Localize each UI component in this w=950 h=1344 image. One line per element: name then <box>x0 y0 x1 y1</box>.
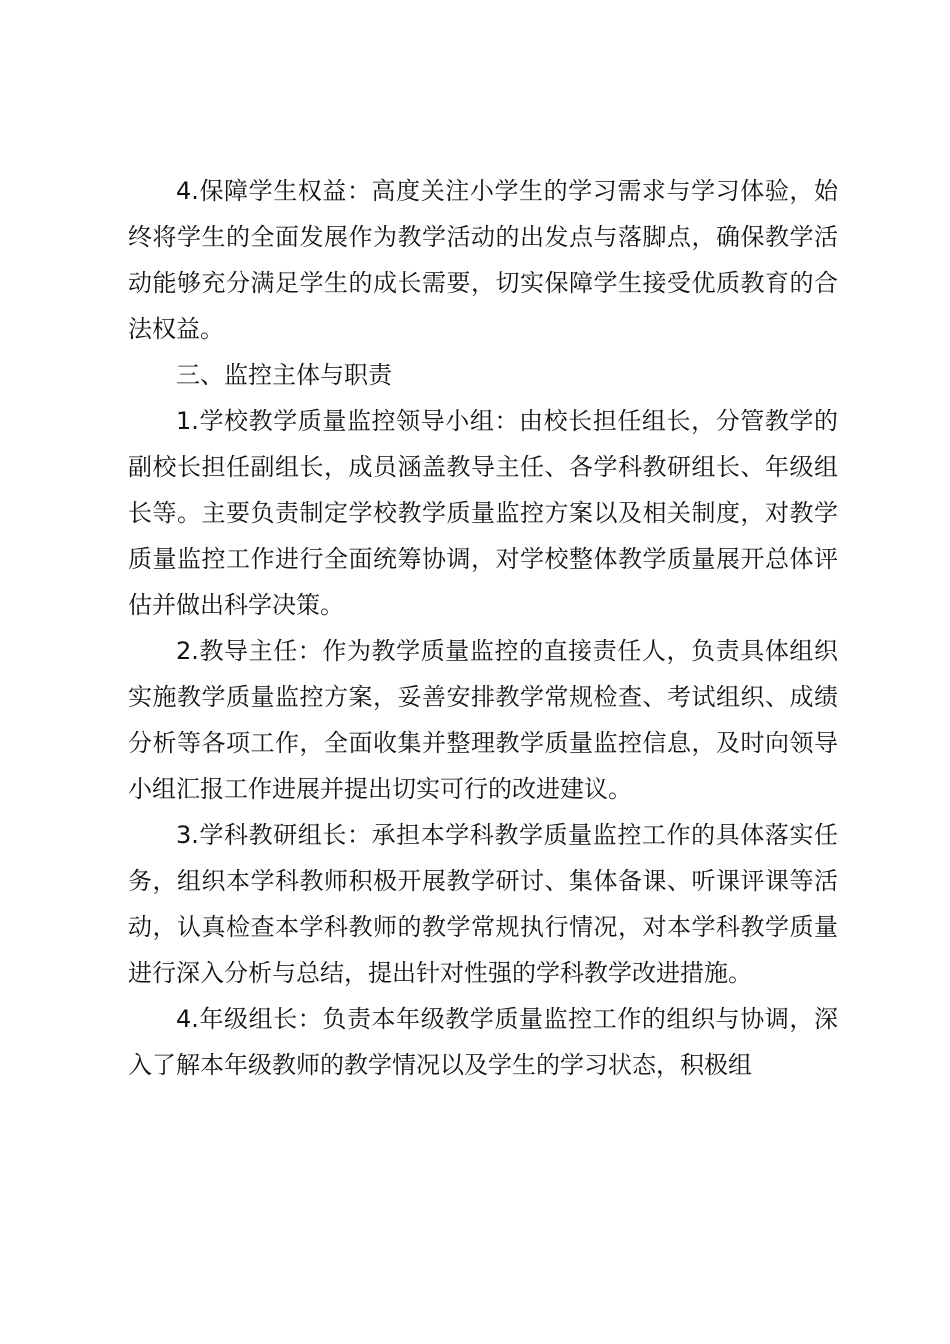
section-heading: 三、监控主体与职责 <box>176 361 392 389</box>
paragraph-academic-director: 2.教导主任：作为教学质量监控的直接责任人，负责具体组织实施教学质量监控方案，妥善安排教学常规检查、考试组织、成绩分析等各项工作，全面收集并整理教学质量监控信息，及时向领导小组汇报工作进展并提出切实可行的改进建议。 <box>128 637 838 803</box>
document-body <box>128 168 838 1088</box>
paragraph-grade-leader: 4.年级组长：负责本年级教学质量监控工作的组织与协调，深入了解本年级教师的教学情况以及学生的学习状态，积极组 <box>128 1005 838 1079</box>
paragraph-leadership-group: 1.学校教学质量监控领导小组：由校长担任组长，分管教学的副校长担任副组长，成员涵盖教导主任、各学科教研组长、年级组长等。主要负责制定学校教学质量监控方案以及相关制度，对教学质量监控工作进行全面统筹协调，对学校整体教学质量展开总体评估并做出科学决策。 <box>128 407 838 619</box>
paragraph-subject-leader: 3.学科教研组长：承担本学科教学质量监控工作的具体落实任务，组织本学科教师积极开展教学研讨、集体备课、听课评课等活动，认真检查本学科教师的教学常规执行情况，对本学科教学质量进行深入分析与总结，提出针对性强的学科教学改进措施。 <box>128 821 838 987</box>
paragraph-student-rights: 4.保障学生权益：高度关注小学生的学习需求与学习体验，始终将学生的全面发展作为教学活动的出发点与落脚点，确保教学活动能够充分满足学生的成长需要，切实保障学生接受优质教育的合法权益。 <box>128 177 838 343</box>
